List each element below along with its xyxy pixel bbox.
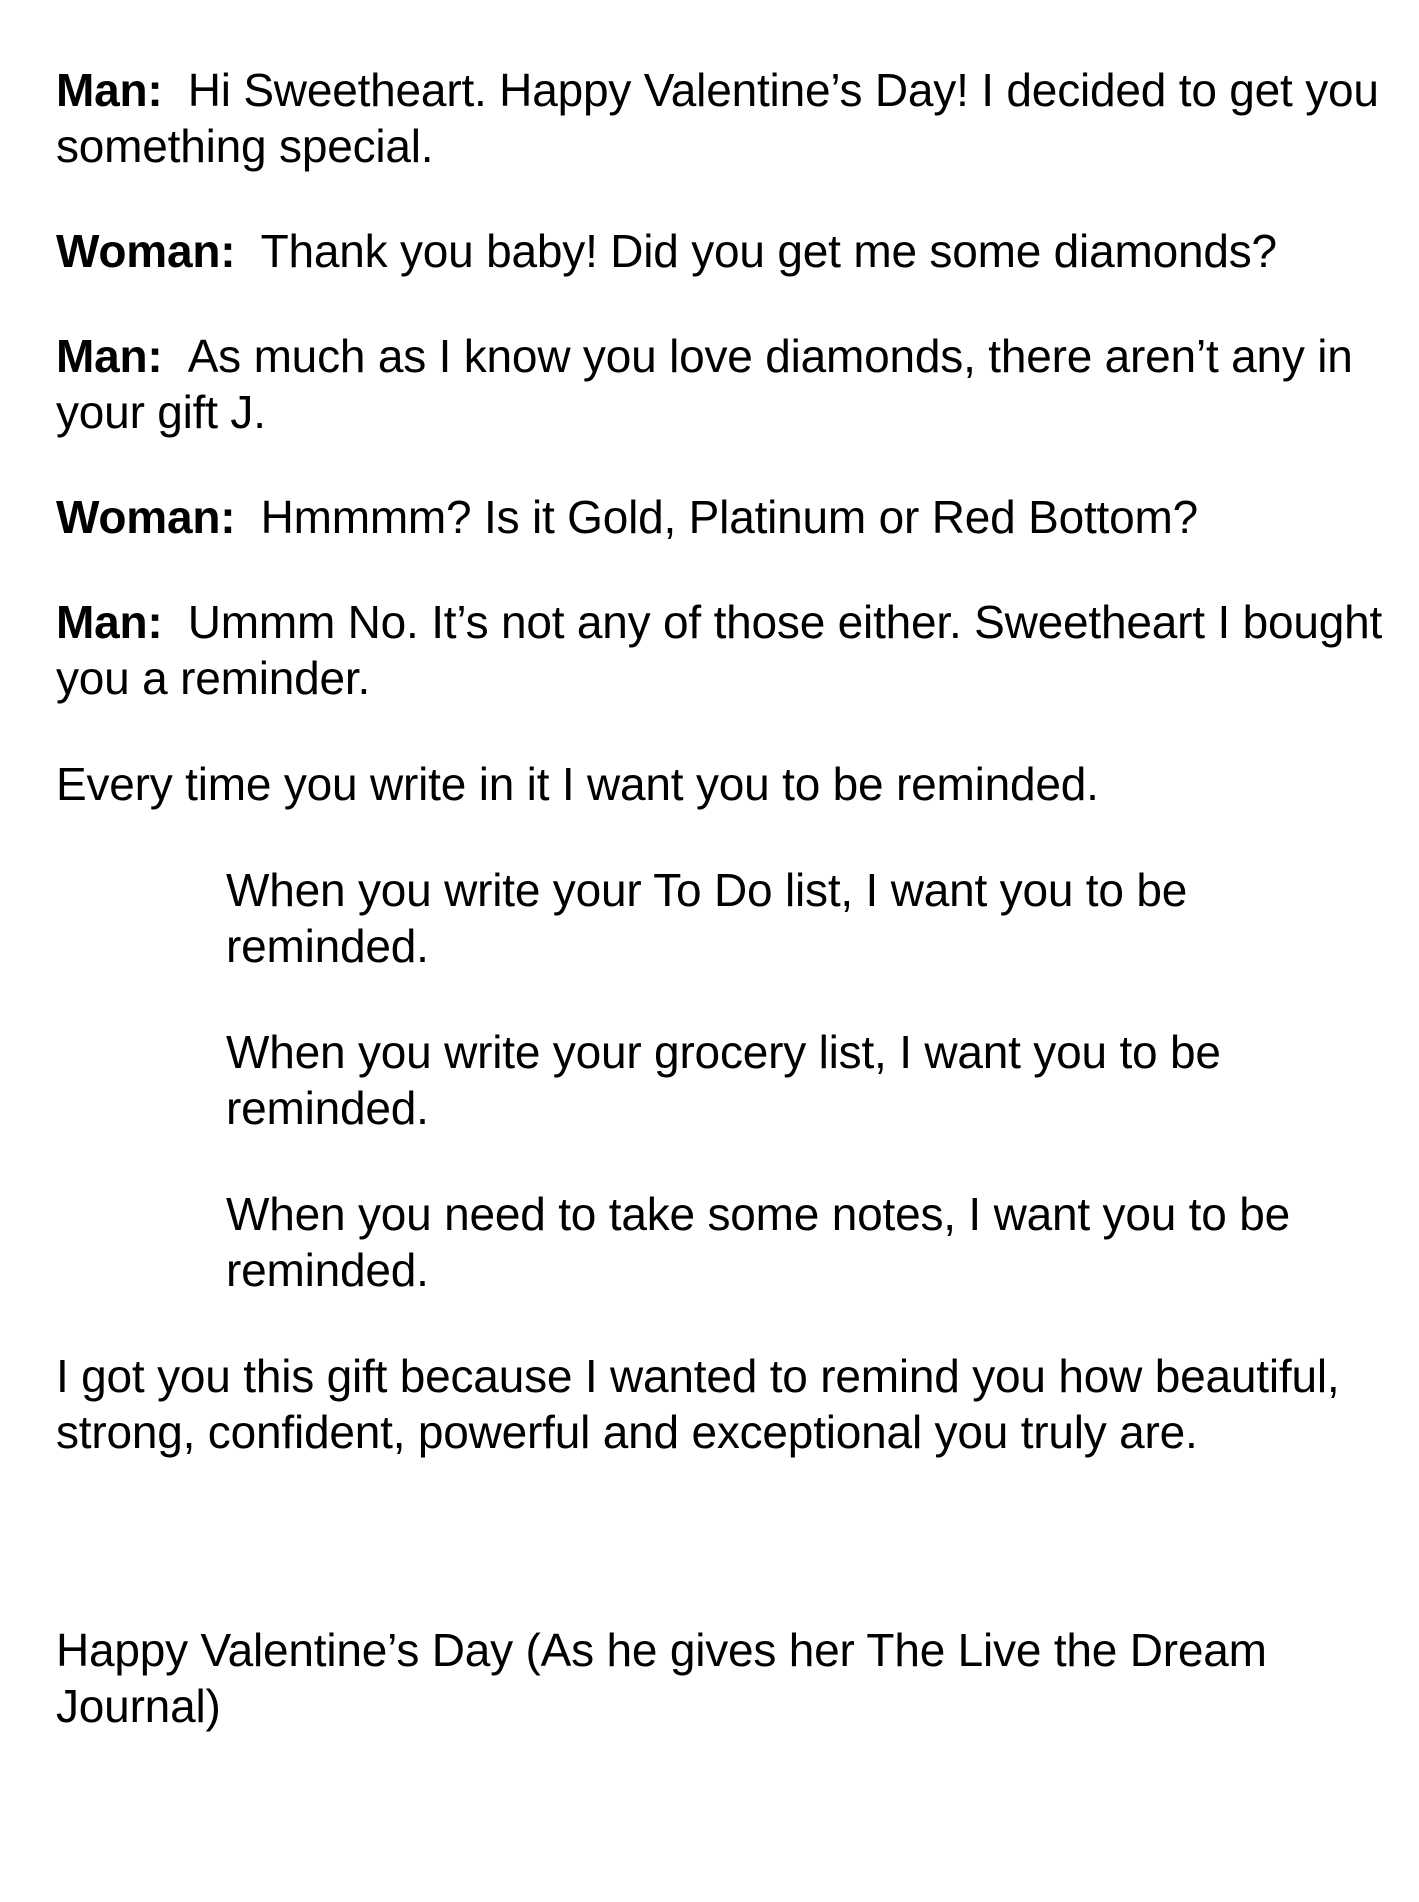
speaker-label: Man: — [56, 64, 163, 116]
dialogue-text: Hi Sweetheart. Happy Valentine’s Day! I decided to get you something special. — [56, 64, 1379, 172]
dialogue-line-2 — [56, 223, 1396, 279]
document-page — [56, 62, 1396, 1734]
dialogue-text: Hmmmm? Is it Gold, Platinum or Red Bottom? — [260, 491, 1198, 543]
reminder-paragraph: When you need to take some notes, I want you to be reminded. — [226, 1188, 1290, 1296]
speaker-label: Woman: — [56, 225, 236, 277]
dialogue-line-3 — [56, 328, 1396, 440]
reminder-paragraph: When you write your To Do list, I want you to be reminded. — [226, 864, 1188, 972]
speaker-label: Woman: — [56, 491, 236, 543]
dialogue-line-4 — [56, 489, 1396, 545]
dialogue-line-1 — [56, 62, 1396, 174]
speaker-label: Man: — [56, 596, 163, 648]
speaker-label: Man: — [56, 330, 163, 382]
dialogue-text: Ummm No. It’s not any of those either. Sweetheart I bought you a reminder. — [56, 596, 1383, 704]
closing-paragraph: Happy Valentine’s Day (As he gives her The Live the Dream Journal) — [56, 1624, 1267, 1732]
reminder-paragraph: When you write your grocery list, I want you to be reminded. — [226, 1026, 1221, 1134]
reason-paragraph: I got you this gift because I wanted to remind you how beautiful, strong, confident, powerful and exceptional you truly are. — [56, 1350, 1340, 1458]
dialogue-text: Thank you baby! Did you get me some diamonds? — [260, 225, 1277, 277]
dialogue-line-5 — [56, 594, 1396, 706]
every-time-paragraph: Every time you write in it I want you to be reminded. — [56, 758, 1099, 810]
dialogue-text: As much as I know you love diamonds, there aren’t any in your gift J. — [56, 330, 1353, 438]
